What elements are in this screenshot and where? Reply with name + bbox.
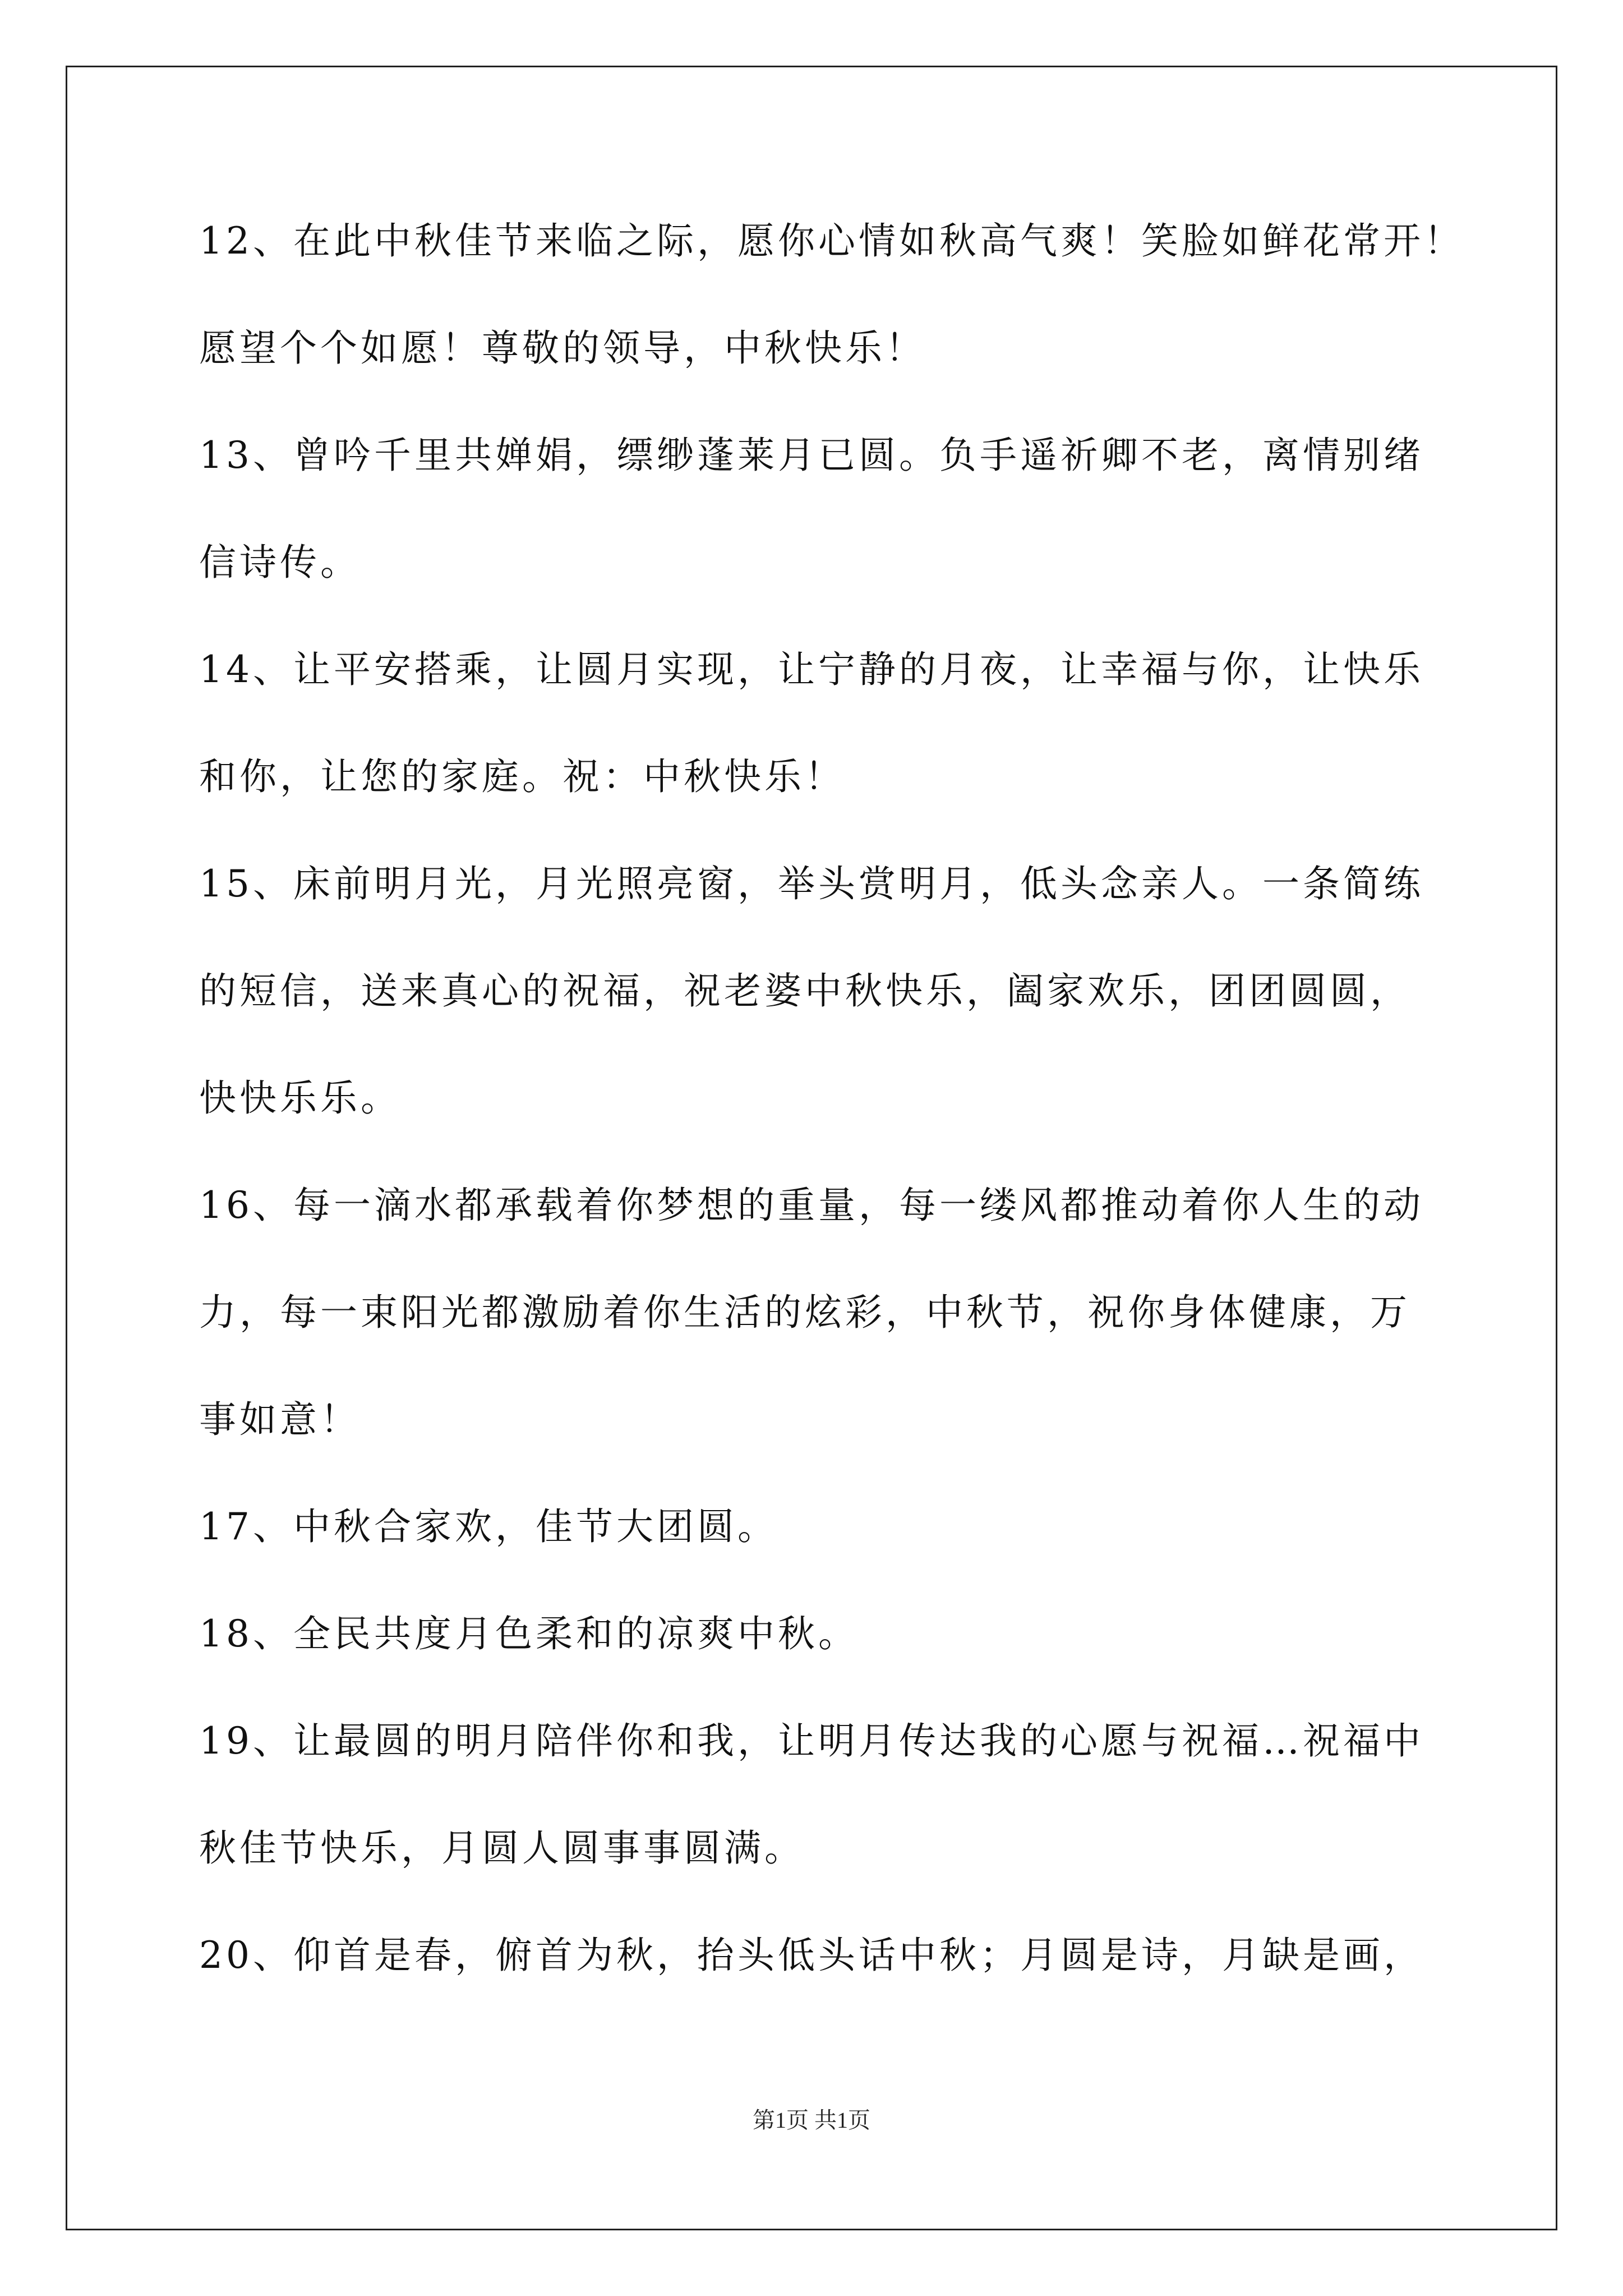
page-footer: 第1页 共1页 xyxy=(753,2108,870,2133)
text-line: 12、在此中秋佳节来临之际，愿你心情如秋高气爽！笑脸如鲜花常开！ xyxy=(199,219,1464,263)
text-line: 快快乐乐。 xyxy=(199,1076,401,1120)
text-line: 力，每一束阳光都激励着你生活的炫彩，中秋节，祝你身体健康，万 xyxy=(199,1291,1410,1334)
text-line: 事如意！ xyxy=(199,1398,361,1441)
text-line: 20、仰首是春，俯首为秋，抬头低头话中秋；月圆是诗，月缺是画， xyxy=(199,1934,1424,1977)
text-line: 17、中秋合家欢，佳节大团圆。 xyxy=(199,1505,778,1548)
text-line: 愿望个个如愿！尊敬的领导，中秋快乐！ xyxy=(199,326,926,370)
text-line: 秋佳节快乐，月圆人圆事事圆满。 xyxy=(199,1826,805,1870)
text-line: 信诗传。 xyxy=(199,541,361,584)
text-line: 13、曾吟千里共婵娟，缥缈蓬莱月已圆。负手遥祈卿不老，离情别绪 xyxy=(199,434,1424,477)
text-line: 的短信，送来真心的祝福，祝老婆中秋快乐，阖家欢乐，团团圆圆， xyxy=(199,969,1410,1013)
document-body xyxy=(199,213,1464,2035)
text-line: 和你，让您的家庭。祝：中秋快乐！ xyxy=(199,755,845,798)
text-line: 16、每一滴水都承载着你梦想的重量，每一缕风都推动着你人生的动 xyxy=(199,1184,1424,1227)
text-line: 15、床前明月光，月光照亮窗，举头赏明月，低头念亲人。一条简练 xyxy=(199,862,1424,905)
text-line: 14、让平安搭乘，让圆月实现，让宁静的月夜，让幸福与你，让快乐 xyxy=(199,648,1424,691)
text-line: 19、让最圆的明月陪伴你和我，让明月传达我的心愿与祝福…祝福中 xyxy=(199,1719,1424,1763)
text-line: 18、全民共度月色柔和的凉爽中秋。 xyxy=(199,1612,859,1655)
